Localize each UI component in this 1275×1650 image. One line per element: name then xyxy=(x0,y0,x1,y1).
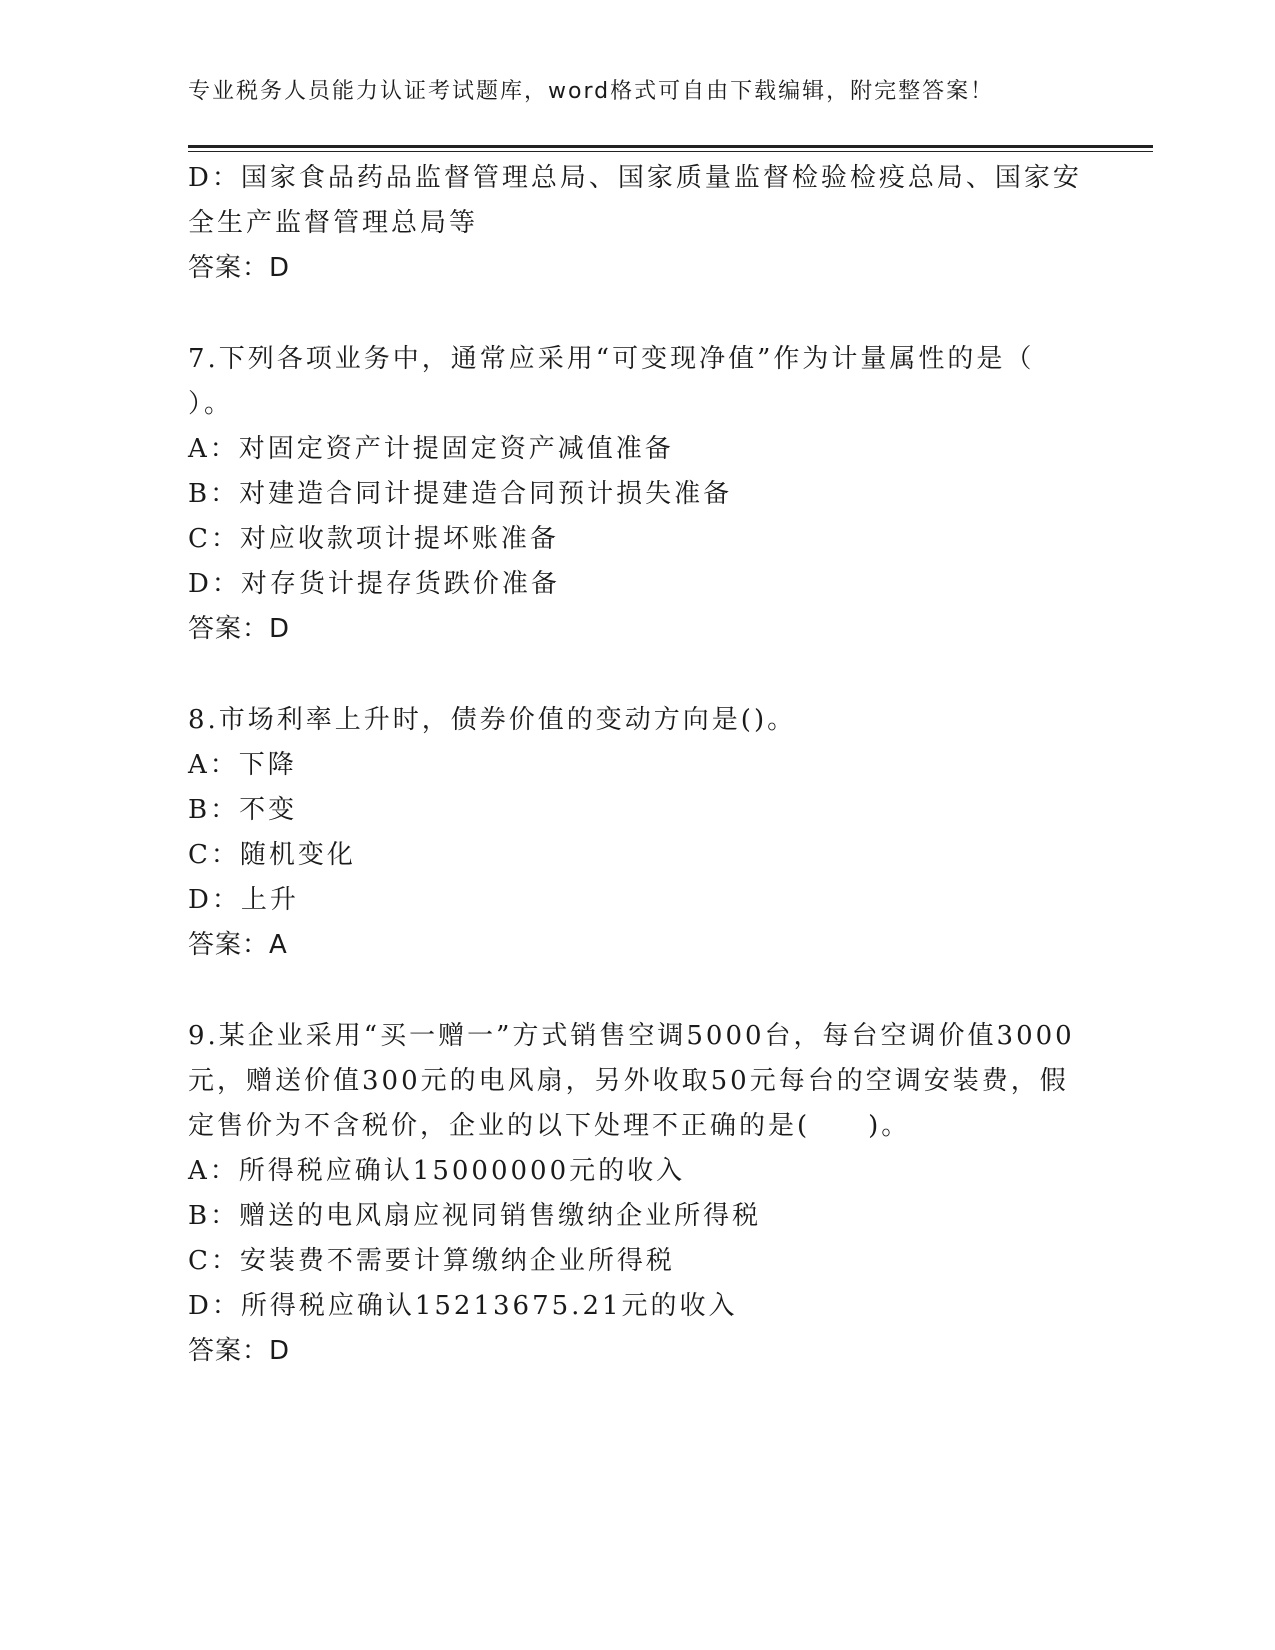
question-block-6 xyxy=(188,156,1088,291)
question-stem: 7.下列各项业务中，通常应采用“可变现净值”作为计量属性的是（ xyxy=(188,344,1035,374)
question-stem: 8.市场利率上升时，债券价值的变动方向是()。 xyxy=(188,705,797,735)
option-d: D：上升 xyxy=(188,885,299,915)
page-header: 专业税务人员能力认证考试题库，word格式可自由下载编辑，附完整答案！ xyxy=(188,79,995,104)
answer-line: 答案：A xyxy=(188,930,288,960)
question-stem: 元，赠送价值300元的电风扇，另外收取50元每台的空调安装费，假 xyxy=(188,1066,1069,1096)
option-c: C：随机变化 xyxy=(188,840,356,870)
question-line: D：国家食品药品监督管理总局、国家质量监督检验检疫总局、国家安 xyxy=(188,163,1082,193)
option-d: D：对存货计提存货跌价准备 xyxy=(188,569,560,599)
question-block-7 xyxy=(188,337,1088,652)
option-a: A：所得税应确认15000000元的收入 xyxy=(188,1156,686,1186)
question-block-9 xyxy=(188,1014,1088,1374)
option-a: A：对固定资产计提固定资产减值准备 xyxy=(188,434,674,464)
document-body xyxy=(188,156,1088,1374)
option-c: C：对应收款项计提坏账准备 xyxy=(188,524,559,554)
option-d: D：所得税应确认15213675.21元的收入 xyxy=(188,1291,738,1321)
answer-line: 答案：D xyxy=(188,1336,291,1366)
question-stem: 定售价为不含税价，企业的以下处理不正确的是( )。 xyxy=(188,1111,911,1141)
answer-line: 答案：D xyxy=(188,614,291,644)
header-rule-thick xyxy=(188,145,1153,148)
question-line: 全生产监督管理总局等 xyxy=(188,208,479,238)
option-b: B：赠送的电风扇应视同销售缴纳企业所得税 xyxy=(188,1201,762,1231)
option-a: A：下降 xyxy=(188,750,297,780)
option-b: B：不变 xyxy=(188,795,298,825)
question-stem: 9.某企业采用“买一赠一”方式销售空调5000台，每台空调价值3000 xyxy=(188,1021,1075,1051)
option-b: B：对建造合同计提建造合同预计损失准备 xyxy=(188,479,733,509)
question-stem: ）。 xyxy=(188,389,234,419)
question-block-8 xyxy=(188,698,1088,968)
header-rule-thin xyxy=(188,151,1153,152)
answer-line: 答案：D xyxy=(188,253,291,283)
option-c: C：安装费不需要计算缴纳企业所得税 xyxy=(188,1246,675,1276)
